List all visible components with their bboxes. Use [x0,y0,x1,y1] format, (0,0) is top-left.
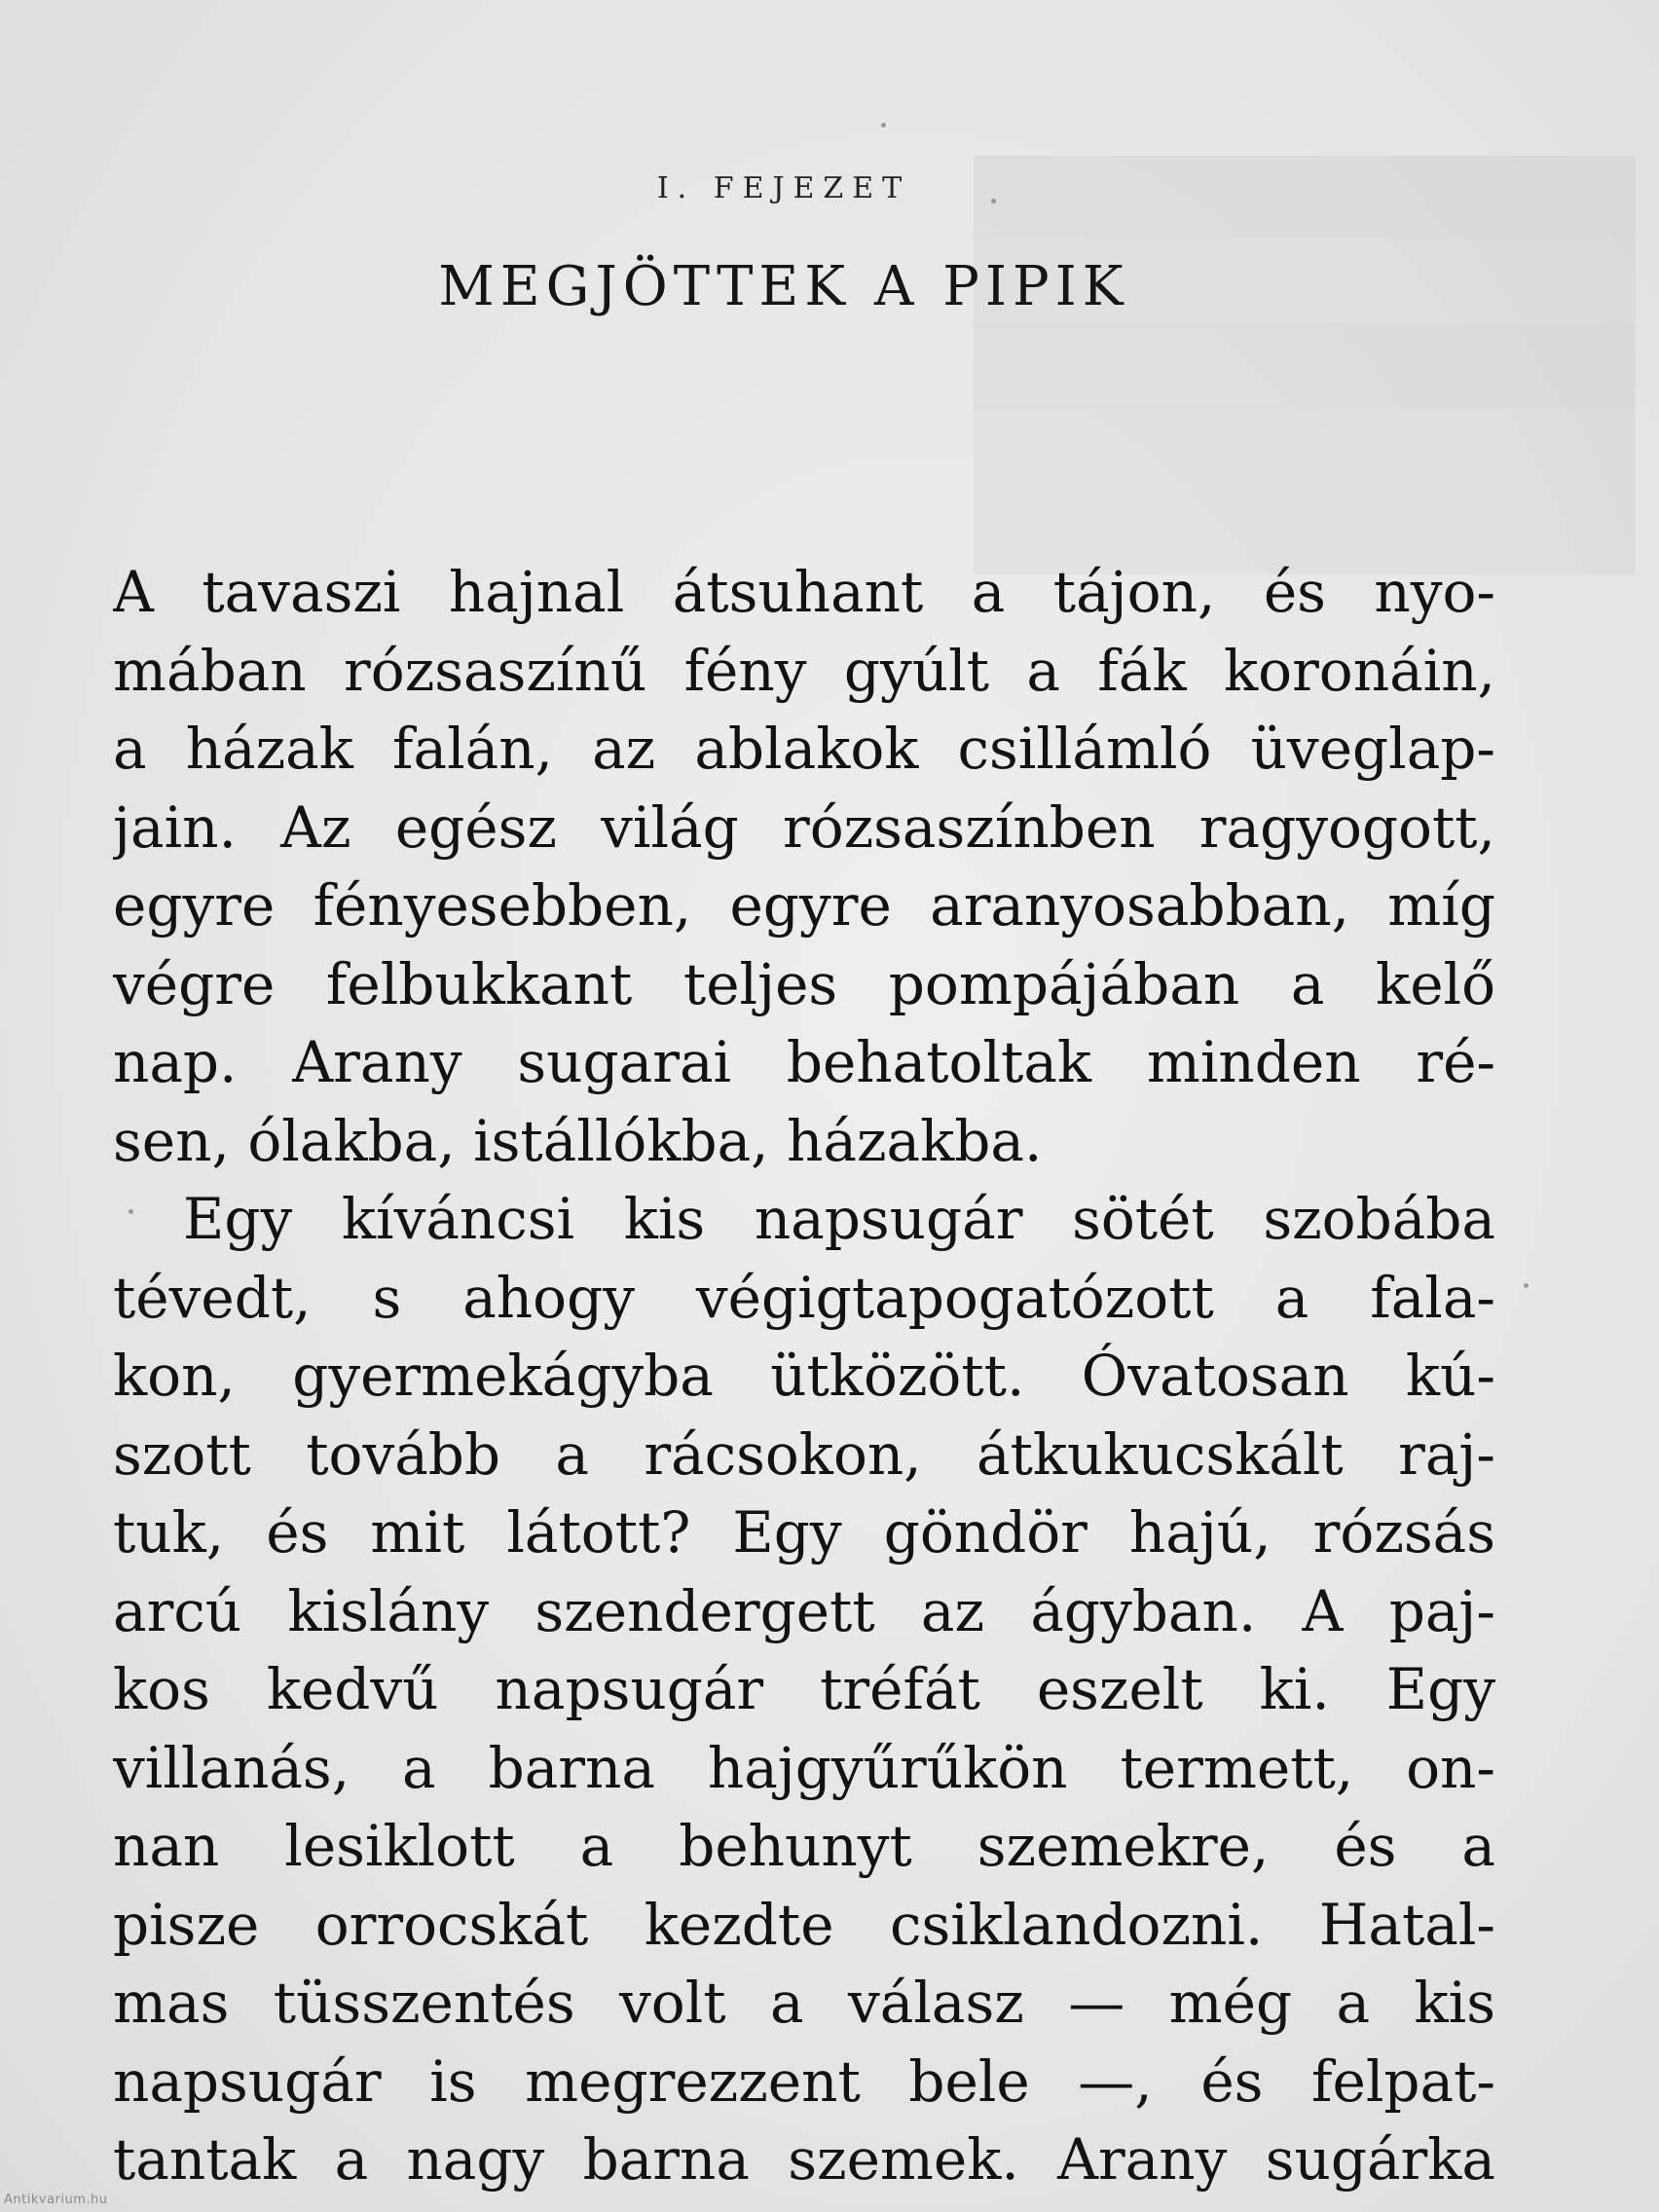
dust-speck [991,199,996,203]
text-line: pisze orrocskát kezdte csiklandozni. Hatal- [113,1891,1495,1958]
text-line: napsugár is megrezzent bele —, és felpat- [113,2047,1495,2115]
text-line: szott tovább a rácsokon, átkukucskált raj- [113,1420,1495,1488]
paragraph-2 [113,1180,1495,2199]
text-line: jain. Az egész világ rózsaszínben ragyogott, [113,793,1495,861]
text-line: arcú kislány szendergett az ágyban. A paj- [113,1577,1495,1644]
watermark: Antikvarium.hu [4,2193,108,2207]
text-line: a házak falán, az ablakok csillámló üveglap- [113,716,1495,782]
text-line: tantak a nagy barna szemek. Arany sugárka [113,2126,1495,2193]
text-line: mas tüsszentés volt a válasz — még a kis [113,1970,1495,2036]
body-text [113,553,1495,2199]
chapter-title: MEGJÖTTEK A PIPIK [438,255,1129,318]
dust-speck [129,1209,133,1214]
text-line: kos kedvű napsugár tréfát eszelt ki. Egy [113,1656,1495,1722]
text-line: Egy kíváncsi kis napsugár sötét szobába [183,1186,1495,1252]
bleed-through-shadow [974,156,1636,574]
dust-speck [1524,1283,1529,1288]
text-line: tuk, és mit látott? Egy göndör hajú, rózsás [113,1499,1495,1566]
text-line: kon, gyermekágyba ütközött. Óvatosan kú- [113,1343,1495,1409]
paragraph-1 [113,553,1495,1180]
text-line: tévedt, s ahogy végigtapogatózott a fala- [113,1264,1495,1331]
chapter-label: I. FEJEZET [656,171,911,205]
text-line: végre felbukkant teljes pompájában a kelő [113,950,1495,1017]
text-line: A tavaszi hajnal átsuhant a tájon, és nyo- [113,559,1495,625]
text-line: nap. Arany sugarai behatoltak minden ré- [113,1029,1495,1095]
text-line: egyre fényesebben, egyre aranyosabban, míg [113,872,1495,939]
dust-speck [881,123,886,128]
text-line: villanás, a barna hajgyűrűkön termett, on- [113,1734,1495,1801]
text-line: mában rózsaszínű fény gyúlt a fák koronáin, [113,637,1495,704]
text-line: nan lesiklott a behunyt szemekre, és a [113,1813,1495,1879]
text-line: sen, ólakba, istállókba, házakba. [113,1107,1043,1174]
